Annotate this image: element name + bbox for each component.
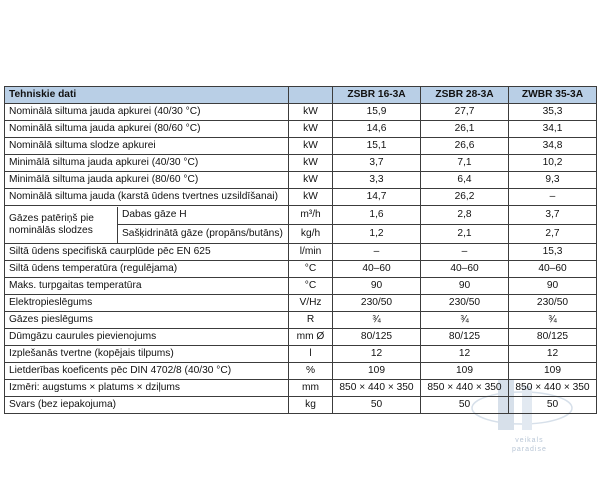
row-value: 7,1 [421, 155, 509, 172]
row-value: 2,8 [421, 206, 509, 225]
row-value: 50 [509, 397, 597, 414]
row-unit: kg [289, 397, 333, 414]
row-unit: % [289, 363, 333, 380]
gas-group-label: Gāzes patēriņš pie nominālās slodzes [5, 207, 118, 243]
table-row [5, 397, 597, 414]
row-unit: kW [289, 172, 333, 189]
table-row [5, 295, 597, 312]
row-label: Siltā ūdens temperatūra (regulējama) [5, 261, 289, 278]
row-value: 80/125 [333, 329, 421, 346]
row-unit: l/min [289, 244, 333, 261]
gas-group-cell [5, 206, 289, 244]
row-value: 90 [333, 278, 421, 295]
row-value: 90 [509, 278, 597, 295]
row-value: 26,1 [421, 121, 509, 138]
row-unit: °C [289, 261, 333, 278]
header-unit [289, 87, 333, 104]
row-value: 109 [421, 363, 509, 380]
row-value: 230/50 [421, 295, 509, 312]
row-label: Nominālā siltuma jauda apkurei (80/60 °C) [5, 121, 289, 138]
table-row [5, 363, 597, 380]
table-row [5, 121, 597, 138]
row-value: 50 [421, 397, 509, 414]
row-value: 12 [509, 346, 597, 363]
row-unit: kW [289, 155, 333, 172]
row-label: Svars (bez iepakojuma) [5, 397, 289, 414]
row-value: 1,6 [333, 206, 421, 225]
table-row [5, 244, 597, 261]
row-value: 3,3 [333, 172, 421, 189]
row-unit: V/Hz [289, 295, 333, 312]
row-unit: kW [289, 138, 333, 155]
table-row [5, 278, 597, 295]
row-unit: kW [289, 189, 333, 206]
row-unit: kW [289, 121, 333, 138]
row-label: Dūmgāzu caurules pievienojums [5, 329, 289, 346]
table-row [5, 104, 597, 121]
table-header-row [5, 87, 597, 104]
row-label: Minimālā siltuma jauda apkurei (40/30 °C) [5, 155, 289, 172]
row-label: Lietderības koeficents pēc DIN 4702/8 (40/30 °C) [5, 363, 289, 380]
row-value: 80/125 [421, 329, 509, 346]
row-value: 230/50 [509, 295, 597, 312]
table-row [5, 329, 597, 346]
row-value: 40–60 [509, 261, 597, 278]
tech-data-table [4, 86, 597, 414]
row-value: – [509, 189, 597, 206]
row-value: – [333, 244, 421, 261]
row-value: 12 [421, 346, 509, 363]
row-value: 26,2 [421, 189, 509, 206]
row-label: Nominālā siltuma jauda apkurei (40/30 °C) [5, 104, 289, 121]
row-label: Maks. turpgaitas temperatūra [5, 278, 289, 295]
row-value: ¾ [509, 312, 597, 329]
gas-sub-label: Dabas gāze H [118, 207, 288, 226]
row-value: 2,7 [509, 225, 597, 244]
row-value: 26,6 [421, 138, 509, 155]
row-value: 3,7 [333, 155, 421, 172]
table-row [5, 380, 597, 397]
table-row [5, 155, 597, 172]
row-value: ¾ [333, 312, 421, 329]
watermark-text [512, 436, 547, 454]
row-label: Gāzes pieslēgums [5, 312, 289, 329]
row-value: – [421, 244, 509, 261]
watermark-line2: paradise [512, 446, 547, 453]
table-row [5, 261, 597, 278]
row-label: Izmēri: augstums × platums × dziļums [5, 380, 289, 397]
row-label: Nominālā siltuma jauda (karstā ūdens tvertnes uzsildīšanai) [5, 189, 289, 206]
row-value: 3,7 [509, 206, 597, 225]
row-value: 27,7 [421, 104, 509, 121]
row-value: 850 × 440 × 350 [421, 380, 509, 397]
row-unit: kW [289, 104, 333, 121]
watermark-line1: veikals [515, 437, 544, 444]
row-value: 34,8 [509, 138, 597, 155]
row-unit: l [289, 346, 333, 363]
row-value: 15,1 [333, 138, 421, 155]
row-label: Izplešanās tvertne (kopējais tilpums) [5, 346, 289, 363]
row-value: 90 [421, 278, 509, 295]
row-label: Minimālā siltuma jauda apkurei (80/60 °C) [5, 172, 289, 189]
gas-sub-label: Sašķidrinātā gāze (propāns/butāns) [122, 227, 283, 239]
row-unit: m³/h [289, 206, 333, 225]
row-unit: mm Ø [289, 329, 333, 346]
header-title: Tehniskie dati [5, 87, 289, 104]
row-value: 50 [333, 397, 421, 414]
row-value: 15,9 [333, 104, 421, 121]
row-value: 80/125 [509, 329, 597, 346]
row-value: ¾ [421, 312, 509, 329]
row-value: 1,2 [333, 225, 421, 244]
row-value: 12 [333, 346, 421, 363]
table-row [5, 172, 597, 189]
row-value: 850 × 440 × 350 [509, 380, 597, 397]
table-row [5, 312, 597, 329]
row-unit: °C [289, 278, 333, 295]
row-value: 850 × 440 × 350 [333, 380, 421, 397]
row-label: Nominālā siltuma slodze apkurei [5, 138, 289, 155]
table-row [5, 346, 597, 363]
header-model-3: ZWBR 35-3A [509, 87, 597, 104]
table-row-gas-natural [5, 206, 597, 225]
row-label: Elektropieslēgums [5, 295, 289, 312]
row-value: 6,4 [421, 172, 509, 189]
row-value: 109 [333, 363, 421, 380]
row-label: Siltā ūdens specifiskā caurplūde pēc EN 625 [5, 244, 289, 261]
header-model-1: ZSBR 16-3A [333, 87, 421, 104]
row-value: 40–60 [421, 261, 509, 278]
table-row [5, 138, 597, 155]
row-value: 35,3 [509, 104, 597, 121]
row-value: 14,7 [333, 189, 421, 206]
row-value: 34,1 [509, 121, 597, 138]
table-row [5, 189, 597, 206]
row-value: 9,3 [509, 172, 597, 189]
row-value: 40–60 [333, 261, 421, 278]
row-value: 15,3 [509, 244, 597, 261]
row-value: 10,2 [509, 155, 597, 172]
row-unit: mm [289, 380, 333, 397]
row-value: 14,6 [333, 121, 421, 138]
row-value: 109 [509, 363, 597, 380]
row-value: 2,1 [421, 225, 509, 244]
row-unit: kg/h [289, 225, 333, 244]
row-unit: R [289, 312, 333, 329]
header-model-2: ZSBR 28-3A [421, 87, 509, 104]
row-value: 230/50 [333, 295, 421, 312]
